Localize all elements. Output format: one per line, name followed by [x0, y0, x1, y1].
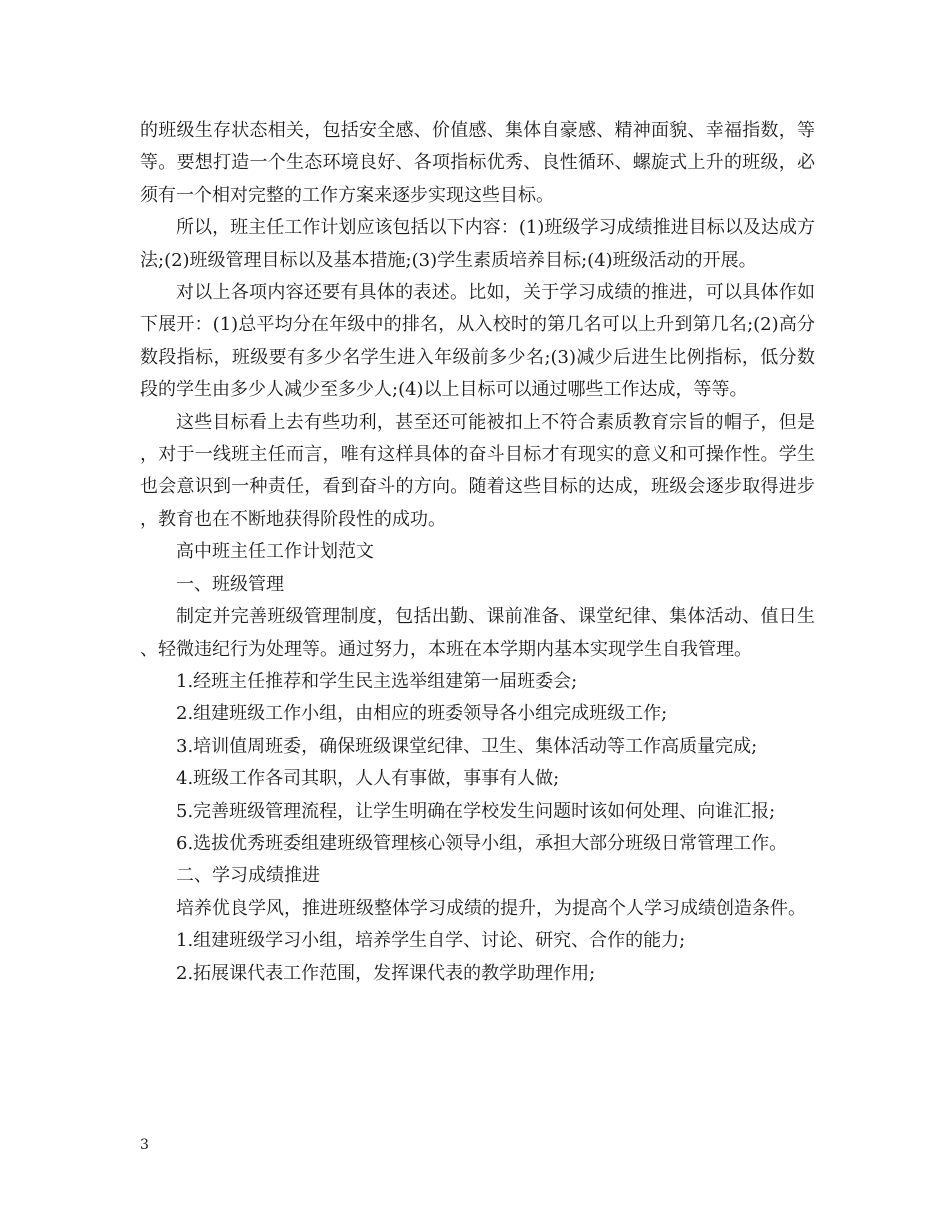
section-title: 高中班主任工作计划范文 [176, 541, 374, 563]
list-item-study-1: 1.组建班级学习小组，培养学生自学、讨论、研究、合作的能力; [176, 930, 686, 952]
paragraph-7: 制定并完善班级管理制度，包括出勤、课前准备、课堂纪律、集体活动、值日生、轻微违纪行为处理等。通过努力，本班在本学期内基本实现学生自我管理。 [140, 606, 815, 660]
paragraph-3: 对以上各项内容还要有具体的表述。比如，关于学习成绩的推进，可以具体作如下展开：(1)总平均分在年级中的排名，从入校时的第几名可以上升到第几名;(2)高分数段指标，班级要有多少名学生进入年级前多少名;(3)减少后进生比例指标，低分数段的学生由多少人减少至多少人;(4)以上目标可以通过哪些工作达成，等等。 [140, 282, 815, 401]
list-item-3: 3.培训值周班委，确保班级课堂纪律、卫生、集体活动等工作高质量完成; [176, 735, 758, 757]
document-body [140, 115, 815, 990]
list-item-1: 1.经班主任推荐和学生民主选举组建第一届班委会; [176, 670, 578, 692]
heading-class-management: 一、班级管理 [176, 573, 284, 595]
page-number: 3 [140, 1137, 149, 1153]
paragraph-4: 这些目标看上去有些功利，甚至还可能被扣上不符合素质教育宗旨的帽子，但是，对于一线班主任而言，唯有这样具体的奋斗目标才有现实的意义和可操作性。学生也会意识到一种责任，看到奋斗的方向。随着这些目标的达成，班级会逐步取得进步，教育也在不断地获得阶段性的成功。 [140, 411, 815, 530]
heading-study-progress: 二、学习成绩推进 [176, 865, 320, 887]
list-item-5: 5.完善班级管理流程，让学生明确在学校发生问题时该如何处理、向谁汇报; [176, 800, 776, 822]
paragraph-15: 培养优良学风，推进班级整体学习成绩的提升，为提高个人学习成绩创造条件。 [176, 897, 806, 919]
list-item-study-2: 2.拓展课代表工作范围，发挥课代表的教学助理作用; [176, 962, 596, 984]
list-item-4: 4.班级工作各司其职，人人有事做，事事有人做; [176, 768, 560, 790]
paragraph-1: 的班级生存状态相关，包括安全感、价值感、集体自豪感、精神面貌、幸福指数，等等。要想打造一个生态环境良好、各项指标优秀、良性循环、螺旋式上升的班级，必须有一个相对完整的工作方案来逐步实现这些目标。 [140, 120, 815, 206]
list-item-2: 2.组建班级工作小组，由相应的班委领导各小组完成班级工作; [176, 703, 668, 725]
list-item-6: 6.选拔优秀班委组建班级管理核心领导小组，承担大部分班级日常管理工作。 [176, 832, 788, 854]
paragraph-2: 所以，班主任工作计划应该包括以下内容：(1)班级学习成绩推进目标以及达成方法;(2)班级管理目标以及基本措施;(3)学生素质培养目标;(4)班级活动的开展。 [140, 217, 815, 271]
